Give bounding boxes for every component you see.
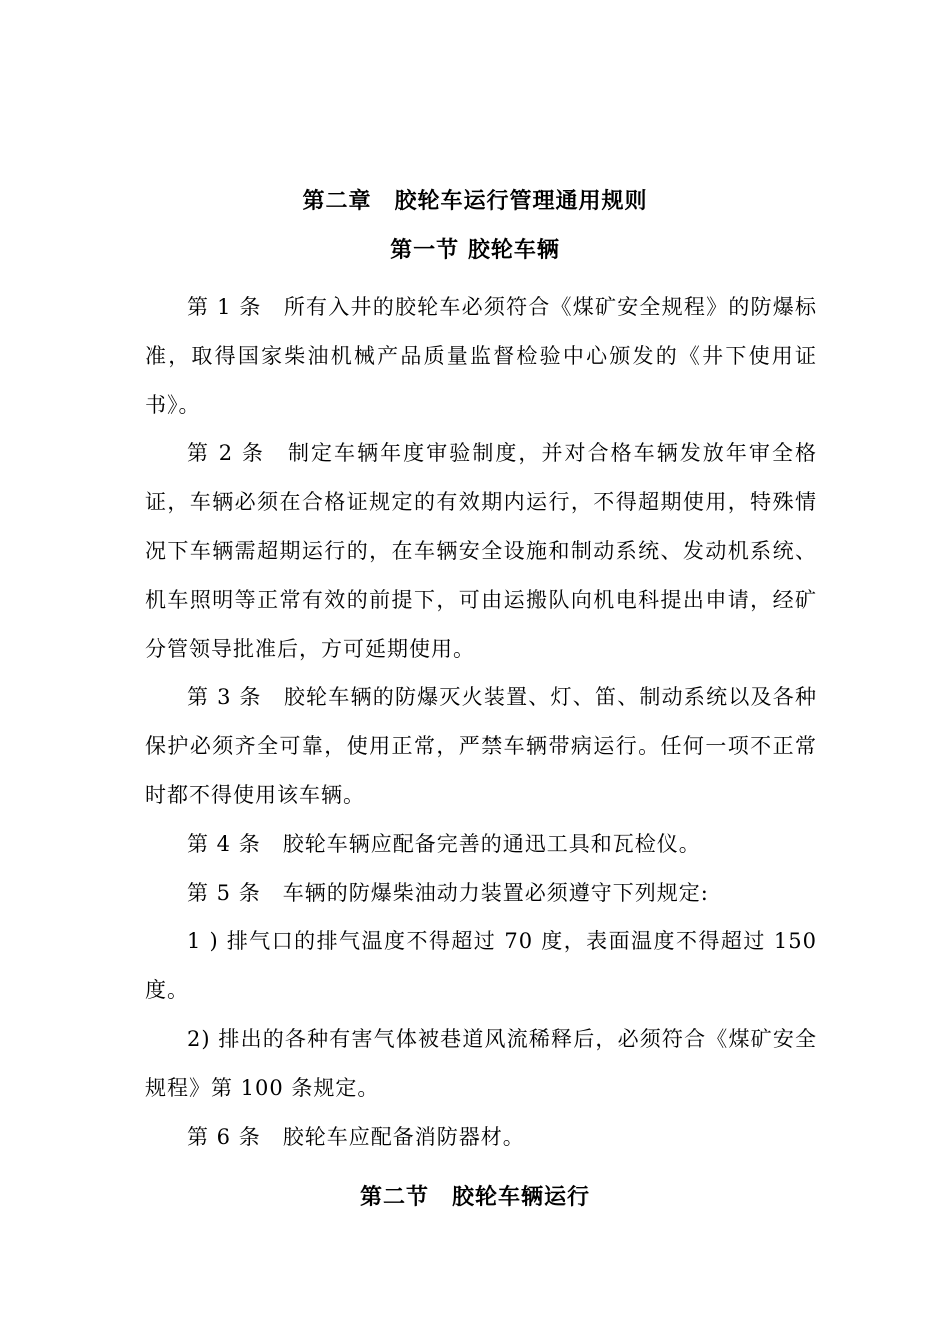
- section-title-2: 第二节 胶轮车辆运行: [359, 1184, 590, 1210]
- article-3: 第 3 条 胶轮车辆的防爆灭火装置、灯、笛、制动系统以及各种保护必须齐全可靠，使用正常，严禁车辆带病运行。任何一项不正常时都不得使用该车辆。: [145, 685, 817, 807]
- article-2: 第 2 条 制定车辆年度审验制度，并对合格车辆发放年审全格证，车辆必须在合格证规定的有效期内运行，不得超期使用，特殊情况下车辆需超期运行的，在车辆安全设施和制动系统、发动机系统、机车照明等正常有效的前提下，可由运搬队向机电科提出申请，经矿分管领导批准后，方可延期使用。: [145, 441, 817, 661]
- chapter-title: 第二章 胶轮车运行管理通用规则: [302, 188, 648, 214]
- article-4: 第 4 条 胶轮车辆应配备完善的通迅工具和瓦检仪。: [187, 831, 701, 856]
- article-1: 第 1 条 所有入井的胶轮车必须符合《煤矿安全规程》的防爆标准，取得国家柴油机械产品质量监督检验中心颁发的《井下使用证书》。: [145, 295, 817, 417]
- article-5: 第 5 条 车辆的防爆柴油动力装置必须遵守下列规定:: [187, 880, 709, 905]
- document-body: [145, 283, 817, 1161]
- article-5-item-1: 1 ) 排气口的排气温度不得超过 70 度，表面温度不得超过 150 度。: [145, 929, 817, 1003]
- article-6: 第 6 条 胶轮车应配备消防器材。: [187, 1124, 525, 1149]
- article-5-item-2: 2) 排出的各种有害气体被巷道风流稀释后，必须符合《煤矿安全规程》第 100 条规定。: [145, 1026, 817, 1100]
- section-title-1: 第一节 胶轮车辆: [390, 237, 560, 263]
